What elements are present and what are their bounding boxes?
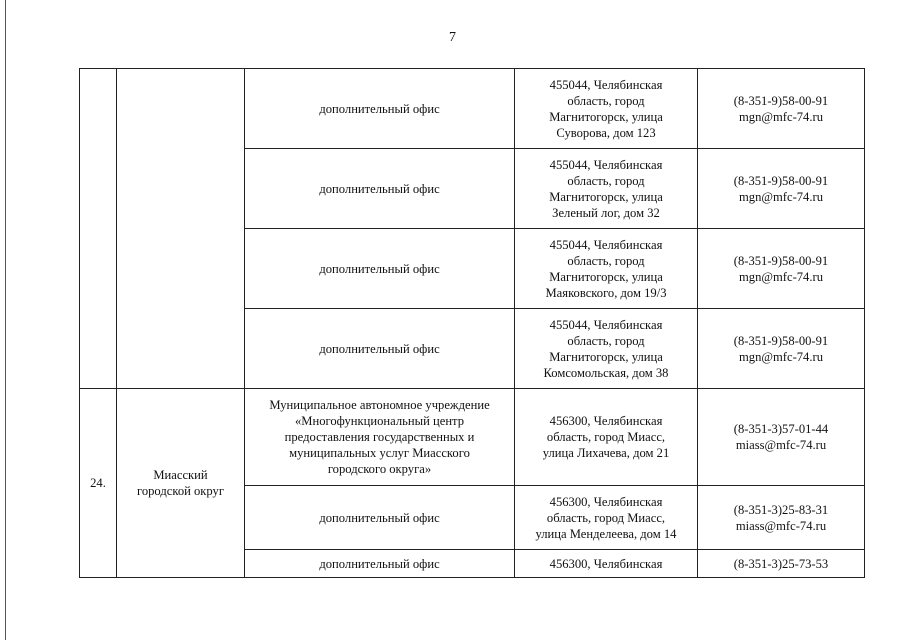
org-cell: дополнительный офис [245, 550, 515, 578]
org-cell: дополнительный офис [245, 69, 515, 149]
contact-cell [698, 229, 865, 309]
number-cell-empty [80, 69, 117, 389]
address-cell: 455044, Челябинская область, город Магнитогорск, улица Зеленый лог, дом 32 [515, 149, 698, 229]
address-cell: 456300, Челябинская [515, 550, 698, 578]
org-cell: дополнительный офис [245, 309, 515, 389]
phone: (8-351-9)58-00-91 [733, 173, 829, 188]
phone: (8-351-3)25-73-53 [733, 556, 829, 571]
address-cell: 456300, Челябинская область, город Миасс, улица Лихачева, дом 21 [515, 389, 698, 486]
row-number-cell: 24. [80, 389, 117, 578]
table-row [80, 69, 865, 149]
contact-cell [698, 149, 865, 229]
email: mgn@mfc-74.ru [739, 349, 823, 364]
address-cell: 456300, Челябинская область, город Миасс, улица Менделеева, дом 14 [515, 486, 698, 550]
address-cell: 455044, Челябинская область, город Магнитогорск, улица Комсомольская, дом 38 [515, 309, 698, 389]
phone: (8-351-9)58-00-91 [733, 93, 829, 108]
email: miass@mfc-74.ru [735, 438, 827, 452]
phone: (8-351-3)57-01-44 [733, 422, 829, 436]
contact-cell [698, 550, 865, 578]
page-left-edge [5, 0, 6, 640]
email: mgn@mfc-74.ru [739, 189, 823, 204]
phone: (8-351-3)25-83-31 [733, 502, 829, 517]
contact-cell [698, 389, 865, 486]
page-number: 7 [449, 30, 456, 45]
org-cell: дополнительный офис [245, 486, 515, 550]
district-cell: Миасский городской округ [117, 389, 245, 578]
org-cell: дополнительный офис [245, 229, 515, 309]
org-cell: дополнительный офис [245, 149, 515, 229]
org-cell: Муниципальное автономное учреждение «Многофункциональный центр предоставления государственных и муниципальных услуг Миасского городского округа» [245, 389, 515, 486]
phone: (8-351-9)58-00-91 [733, 333, 829, 348]
contact-cell [698, 309, 865, 389]
email: mgn@mfc-74.ru [739, 109, 823, 124]
table-row-miass-main [80, 389, 865, 486]
mfc-offices-table [79, 68, 865, 578]
district-cell-empty [117, 69, 245, 389]
address-cell: 455044, Челябинская область, город Магнитогорск, улица Маяковского, дом 19/3 [515, 229, 698, 309]
address-cell: 455044, Челябинская область, город Магнитогорск, улица Суворова, дом 123 [515, 69, 698, 149]
email: mgn@mfc-74.ru [739, 269, 823, 284]
phone: (8-351-9)58-00-91 [733, 253, 829, 268]
contact-cell [698, 69, 865, 149]
email: miass@mfc-74.ru [735, 518, 827, 533]
contact-cell [698, 486, 865, 550]
